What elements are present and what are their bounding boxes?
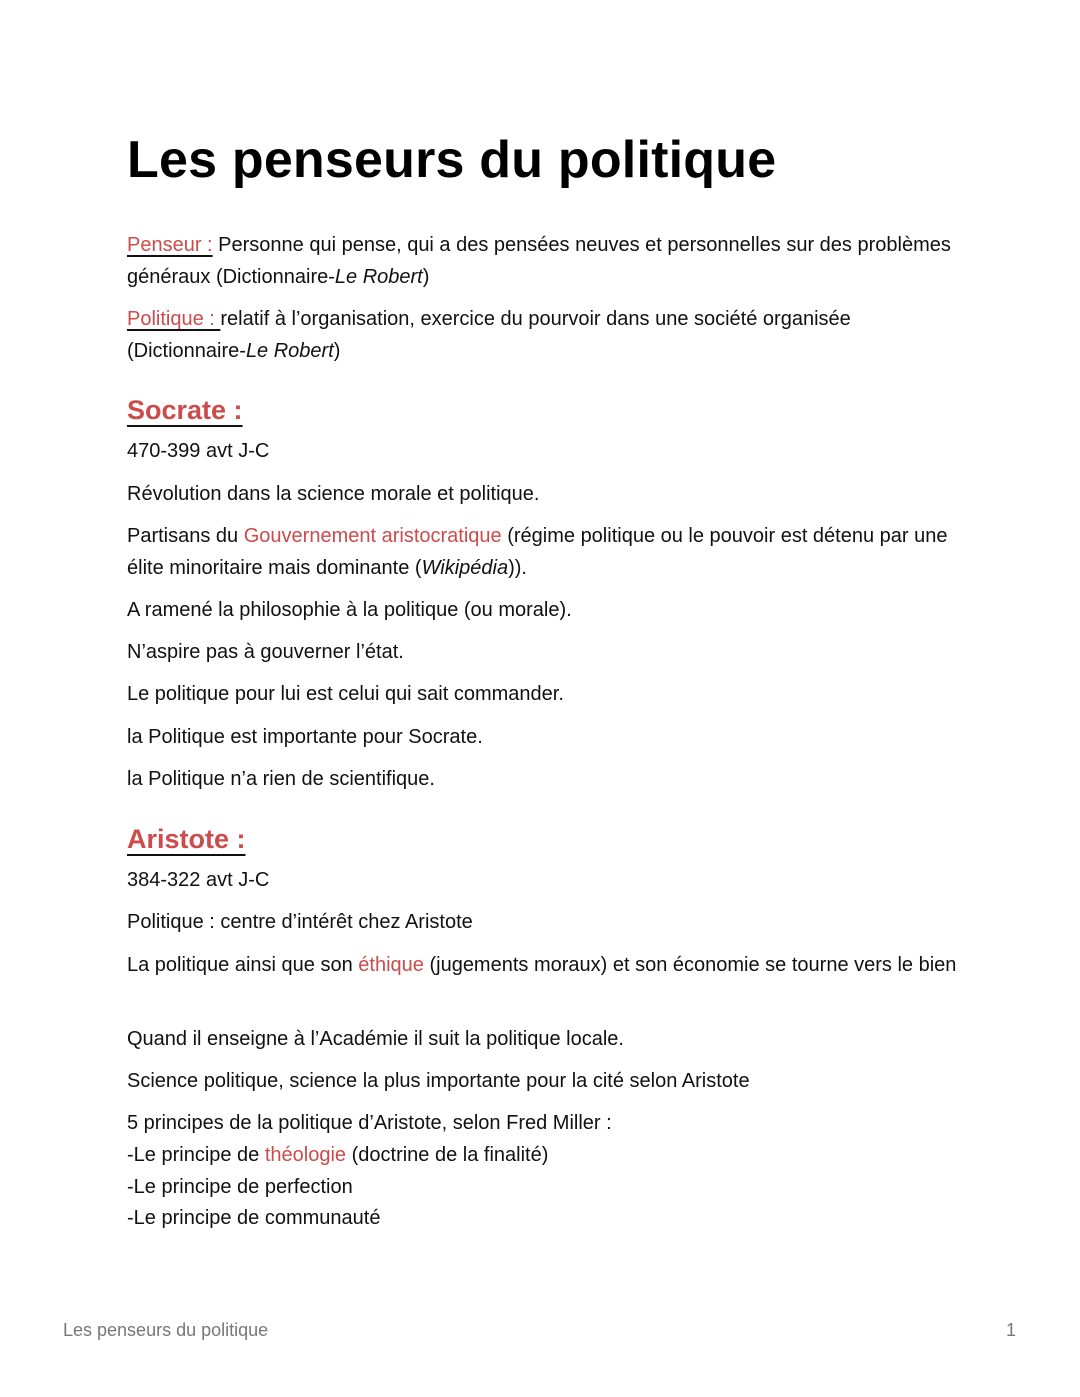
socrate-line: la Politique n’a rien de scientifique. [127, 768, 435, 790]
term-gouvernement-aristocratique: Gouvernement aristocratique [243, 525, 502, 547]
definition-penseur: Penseur : Personne qui pense, qui a des pensées neuves et personnelles sur des problèmes généraux (Dictionnaire-Le Robert) [127, 234, 951, 288]
socrate-line: la Politique est importante pour Socrate. [127, 726, 483, 748]
principle-item: -Le principe de communauté [127, 1207, 381, 1229]
socrate-dates: 470-399 avt J-C [127, 440, 270, 462]
term-politique: Politique : [127, 308, 221, 330]
page-number: 1 [1006, 1320, 1017, 1340]
principle-item: -Le principe de théologie (doctrine de la finalité) [127, 1144, 549, 1166]
term-ethique: éthique [358, 954, 424, 976]
socrate-line: N’aspire pas à gouverner l’état. [127, 641, 404, 663]
aristote-line: Science politique, science la plus importante pour la cité selon Aristote [127, 1070, 750, 1092]
footer-title: Les penseurs du politique [63, 1320, 269, 1340]
aristote-line: Quand il enseigne à l’Académie il suit la politique locale. [127, 1028, 624, 1050]
aristote-line-ethique: La politique ainsi que son éthique (jugements moraux) et son économie se tourne vers le bien [127, 954, 957, 976]
socrate-line: Le politique pour lui est celui qui sait commander. [127, 683, 564, 705]
socrate-line: A ramené la philosophie à la politique (ou morale). [127, 599, 572, 621]
term-theologie: théologie [264, 1144, 347, 1166]
aristote-line: 5 principes de la politique d’Aristote, selon Fred Miller : [127, 1112, 612, 1134]
socrate-line: Révolution dans la science morale et politique. [127, 483, 540, 505]
socrate-line-aristocratic: Partisans du Gouvernement aristocratique (régime politique ou le pouvoir est détenu par une élite minoritaire mais dominante (Wikipédia)). [127, 525, 948, 579]
section-heading-socrate: Socrate : [127, 395, 243, 425]
page-title: Les penseurs du politique [127, 131, 777, 189]
principle-item: -Le principe de perfection [127, 1176, 353, 1198]
section-heading-aristote: Aristote : [127, 824, 246, 854]
aristote-dates: 384-322 avt J-C [127, 869, 270, 891]
aristote-line: Politique : centre d’intérêt chez Aristote [127, 911, 473, 933]
definition-politique: Politique : relatif à l’organisation, exercice du pourvoir dans une société organisée (Dictionnaire-Le Robert) [127, 308, 851, 362]
term-penseur: Penseur : [127, 234, 213, 256]
